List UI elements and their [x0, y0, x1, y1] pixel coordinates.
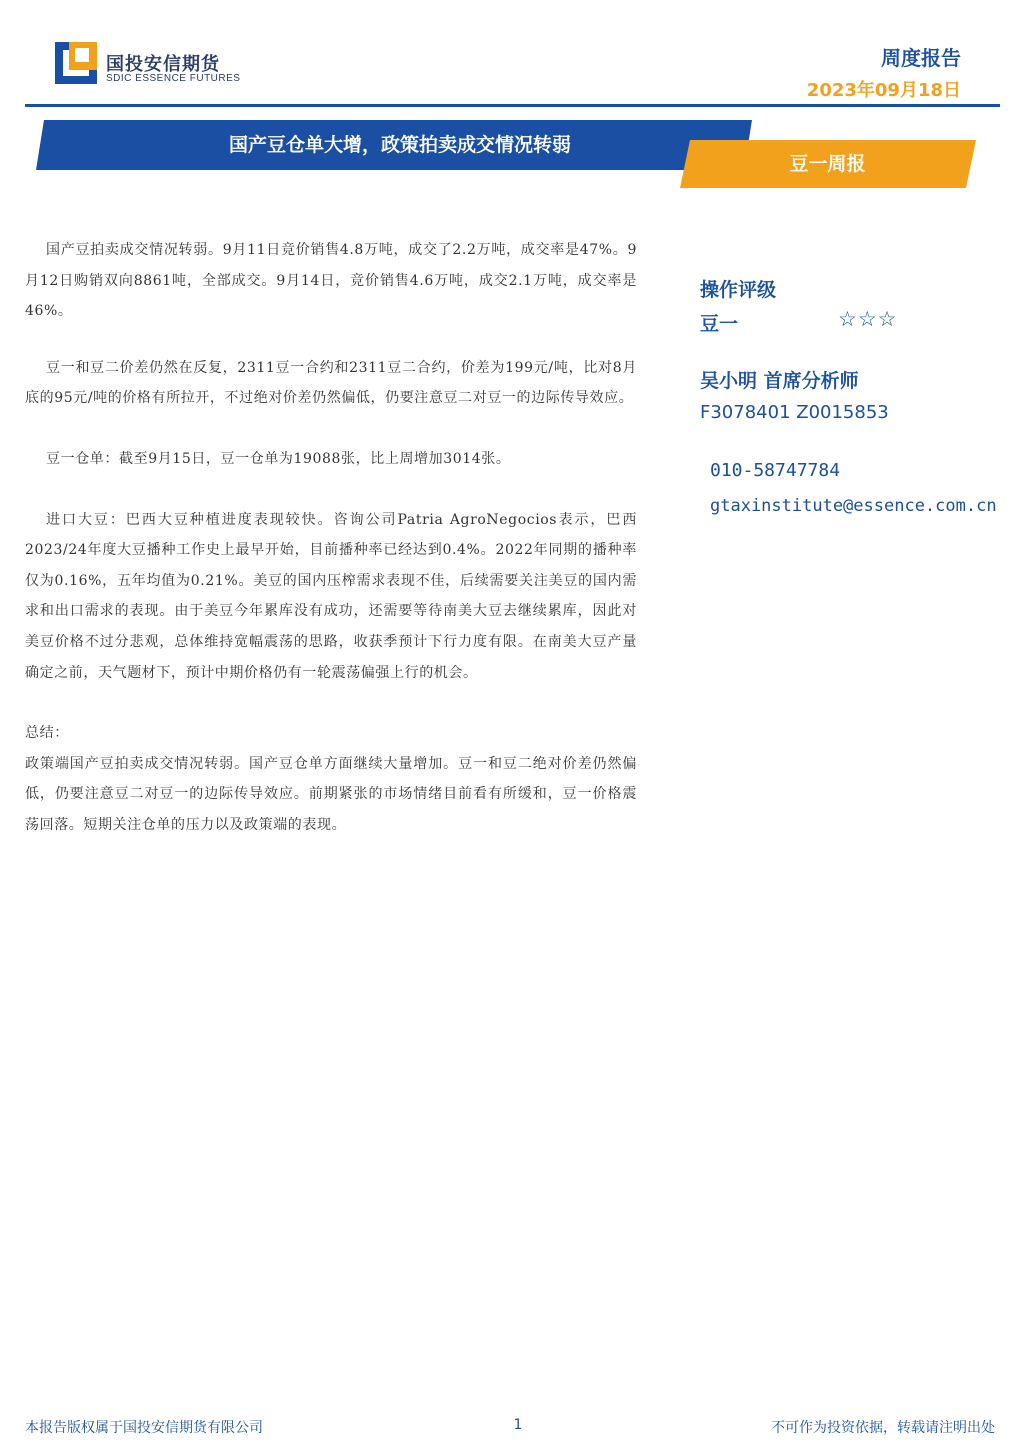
- contact-phone: 010-58747784: [710, 460, 841, 481]
- summary-text: 政策端国产豆拍卖成交情况转弱。国产豆仓单方面继续大量增加。豆一和豆二绝对价差仍然偏低，仍要注意豆二对豆一的边际传导效应。前期紧张的市场情绪目前看有所缓和，豆一价格震荡回落。短期关注仓单的压力以及政策端的表现。: [25, 755, 637, 833]
- paragraph-spread: 豆一和豆二价差仍然在反复，2311豆一合约和2311豆二合约，价差为199元/吨，比对8月底的95元/吨的价格有所拉开，不过绝对价差仍然偏低，仍要注意豆二对豆一的边际传导效应。: [25, 359, 637, 407]
- contact-email[interactable]: gtaxinstitute@essence.com.cn: [710, 496, 997, 516]
- rating-stars-icon: ☆☆☆: [838, 307, 898, 331]
- paragraph-imported-soybean: 进口大豆：巴西大豆种植进度表现较快。咨询公司Patria AgroNegocios表示，巴西2023/24年度大豆播种工作史上最早开始，目前播种率已经达到0.4%。2022年同期的播种率仅为0.16%，五年均值为0.21%。美豆的国内压榨需求表现不佳，后续需要关注美豆的国内需求和出口需求的表现。由于美豆今年累库没有成功，还需要等待南美大豆去继续累库，因此对美豆价格不过分悲观，总体维持宽幅震荡的思路，收获季预计下行力度有限。在南美大豆产量确定之前，天气题材下，预计中期价格仍有一轮震荡偏强上行的机会。: [25, 511, 637, 681]
- header-divider: [25, 104, 1000, 107]
- company-name-en: SDIC ESSENCE FUTURES: [106, 73, 241, 84]
- analyst-license: F3078401 Z0015853: [700, 402, 889, 423]
- page-number: 1: [513, 1417, 523, 1433]
- paragraph-warehouse-receipts: 豆一仓单：截至9月15日，豆一仓单为19088张，比上周增加3014张。: [46, 450, 511, 467]
- report-date: 2023年09月18日: [806, 80, 961, 101]
- footer-disclaimer: 不可作为投资依据，转载请注明出处: [771, 1420, 995, 1436]
- paragraph-auction: 国产豆拍卖成交情况转弱。9月11日竞价销售4.8万吨，成交了2.2万吨，成交率是47%。9月12日购销双向8861吨，全部成交。9月14日，竞价销售4.6万吨，成交2.1万吨，成交率是46%。: [25, 242, 637, 320]
- company-logo-icon: [55, 42, 97, 84]
- report-body: [25, 235, 637, 841]
- summary-label: 总结：: [25, 725, 69, 742]
- report-category: 豆一周报: [789, 153, 866, 175]
- rating-product: 豆一: [700, 313, 739, 335]
- analyst-name: 吴小明 首席分析师: [700, 370, 859, 392]
- footer-copyright: 本报告版权属于国投安信期货有限公司: [25, 1420, 263, 1436]
- report-title: 国产豆仓单大增，政策拍卖成交情况转弱: [228, 134, 571, 156]
- rating-label: 操作评级: [700, 279, 777, 301]
- company-name-cn: 国投安信期货: [106, 54, 220, 75]
- report-type: 周度报告: [881, 46, 961, 70]
